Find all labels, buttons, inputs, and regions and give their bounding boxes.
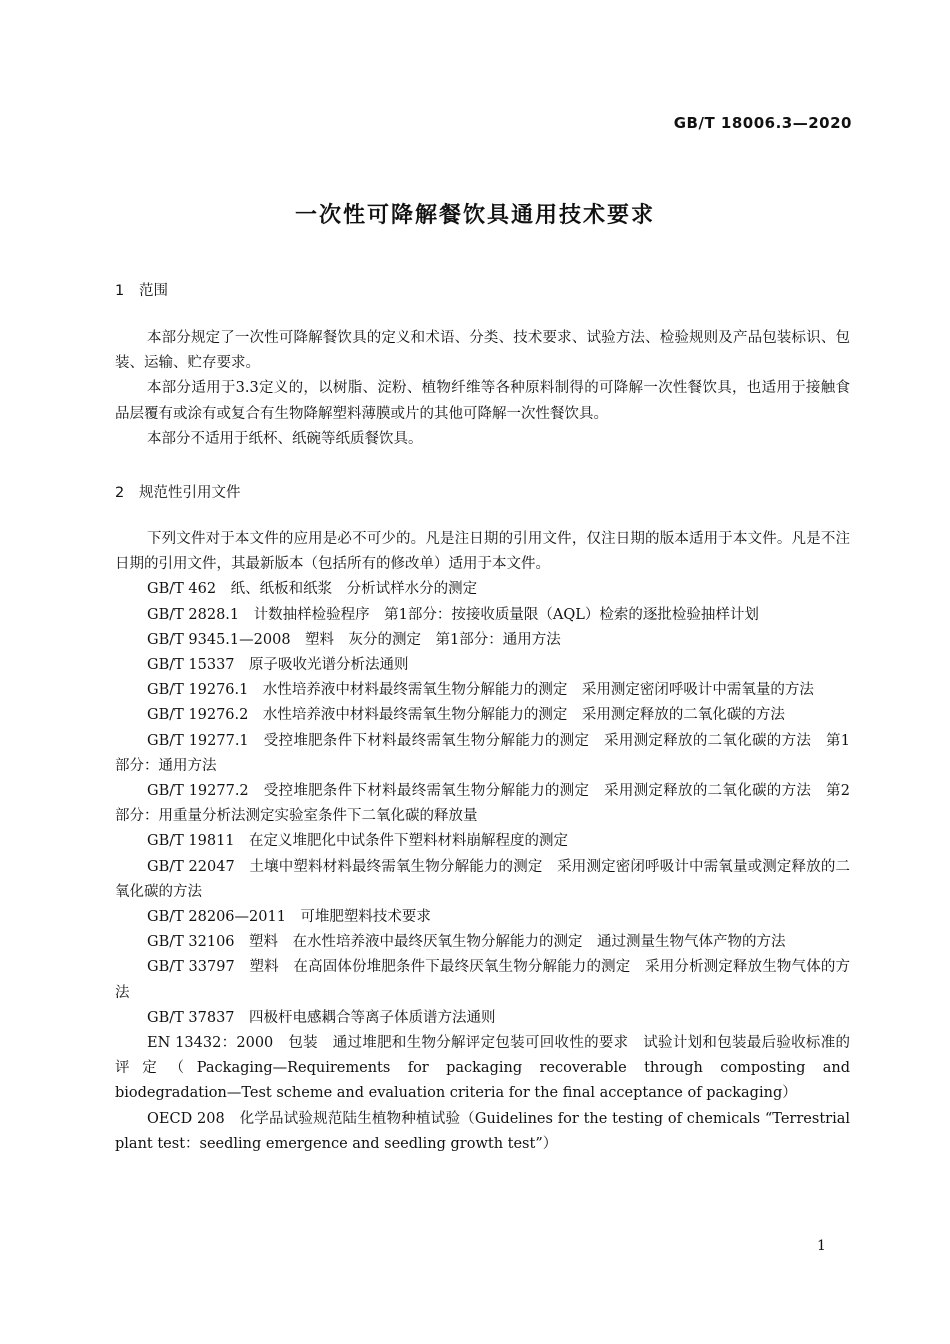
reference-entry: GB/T 19276.2 水性培养液中材料最终需氧生物分解能力的测定 采用测定释放的二氧化碳的方法 [147, 707, 785, 724]
reference-entry: GB/T 462 纸、纸板和纸浆 分析试样水分的测定 [147, 581, 478, 598]
paragraph: 本部分适用于3.3定义的，以树脂、淀粉、植物纤维等各种原料制得的可降解一次性餐饮具，也适用于接触食品层覆有或涂有或复合有生物降解塑料薄膜或片的其他可降解一次性餐饮具。 [115, 380, 850, 422]
reference-entry: GB/T 22047 土壤中塑料材料最终需氧生物分解能力的测定 采用测定密闭呼吸计中需氧量或测定释放的二氧化碳的方法 [115, 858, 850, 900]
reference-entry: GB/T 19811 在定义堆肥化中试条件下塑料材料崩解程度的测定 [147, 833, 569, 850]
page-number: 1 [817, 1238, 826, 1254]
section-number: 1 [115, 283, 125, 299]
section-title: 范围 [139, 283, 168, 299]
reference-entry: GB/T 28206—2011 可堆肥塑料技术要求 [147, 909, 431, 926]
paragraph: 本部分不适用于纸杯、纸碗等纸质餐饮具。 [147, 430, 423, 447]
section-heading-2 [115, 481, 241, 502]
reference-entry: GB/T 15337 原子吸收光谱分析法通则 [147, 657, 409, 674]
paragraph: 下列文件对于本文件的应用是必不可少的。凡是注日期的引用文件，仅注日期的版本适用于本文件。凡是不注日期的引用文件，其最新版本（包括所有的修改单）适用于本文件。 [115, 531, 850, 573]
reference-entry: GB/T 19276.1 水性培养液中材料最终需氧生物分解能力的测定 采用测定密闭呼吸计中需氧量的方法 [147, 682, 814, 699]
document-title: 一次性可降解餐饮具通用技术要求 [294, 203, 655, 228]
reference-entry: EN 13432：2000 包装 通过堆肥和生物分解评定包装可回收性的要求 试验计划和包装最后验收标准的评定（Packaging—Requirements for packaging recoverable through composting and biodegradation—Test scheme and evaluation criteria for the final acceptance of packaging） [115, 1035, 850, 1102]
reference-entry: GB/T 33797 塑料 在高固体份堆肥条件下最终厌氧生物分解能力的测定 采用分析测定释放生物气体的方法 [115, 959, 850, 1001]
section-number: 2 [115, 485, 125, 501]
reference-entry: GB/T 19277.1 受控堆肥条件下材料最终需氧生物分解能力的测定 采用测定释放的二氧化碳的方法 第1部分：通用方法 [115, 732, 850, 774]
reference-entry: GB/T 2828.1 计数抽样检验程序 第1部分：按接收质量限（AQL）检索的逐批检验抽样计划 [147, 606, 759, 623]
standard-number: GB/T 18006.3—2020 [673, 114, 852, 132]
reference-entry: GB/T 9345.1—2008 塑料 灰分的测定 第1部分：通用方法 [147, 631, 561, 648]
section-heading-1 [115, 279, 168, 300]
reference-entry: GB/T 37837 四极杆电感耦合等离子体质谱方法通则 [147, 1009, 496, 1026]
reference-entry: GB/T 19277.2 受控堆肥条件下材料最终需氧生物分解能力的测定 采用测定释放的二氧化碳的方法 第2部分：用重量分析法测定实验室条件下二氧化碳的释放量 [115, 783, 850, 825]
paragraph: 本部分规定了一次性可降解餐饮具的定义和术语、分类、技术要求、试验方法、检验规则及产品包装标识、包装、运输、贮存要求。 [115, 330, 850, 372]
section-body-2 [115, 527, 850, 1157]
reference-entry: OECD 208 化学品试验规范陆生植物种植试验（Guidelines for the testing of chemicals “Terrestrial plant test：seedling emergence and seedling growth test”） [115, 1110, 850, 1152]
section-title: 规范性引用文件 [139, 485, 241, 501]
section-body-1 [115, 326, 850, 452]
reference-entry: GB/T 32106 塑料 在水性培养液中最终厌氧生物分解能力的测定 通过测量生物气体产物的方法 [147, 934, 786, 951]
